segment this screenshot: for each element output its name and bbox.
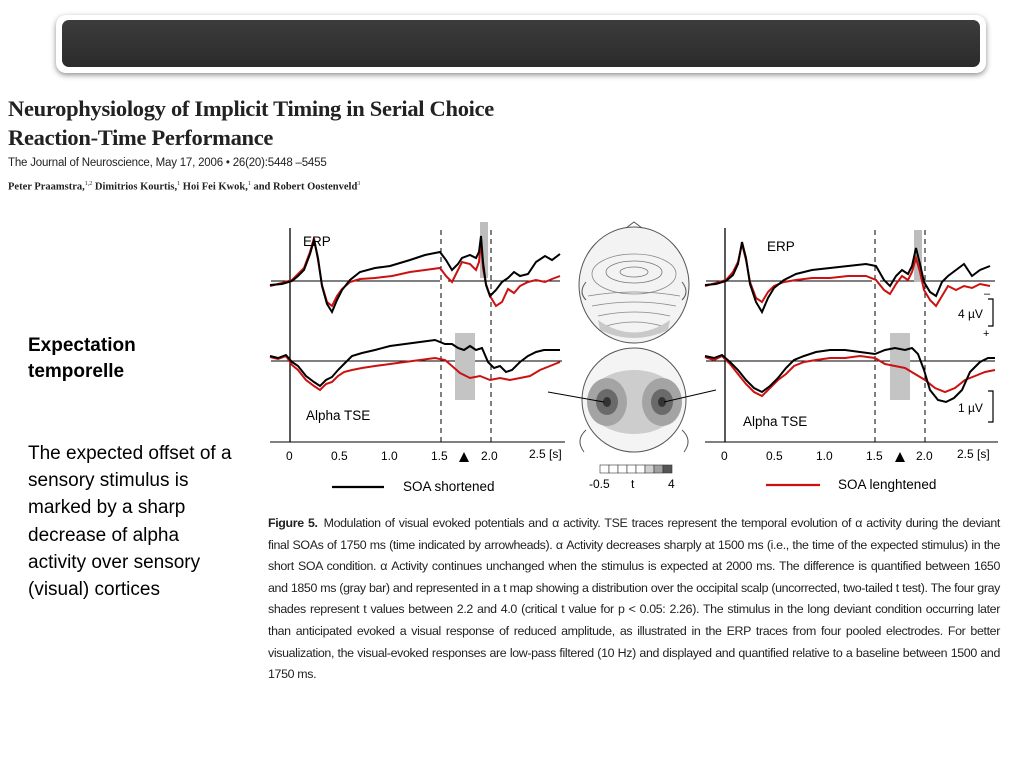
alpha-gray-bar — [455, 333, 475, 400]
right-x-tick: 2.0 — [916, 449, 933, 463]
author-name: and Robert Oostenveld — [250, 181, 358, 193]
alpha-trace-black — [705, 348, 995, 402]
right-arrowhead-icon — [895, 452, 905, 462]
right-x-tick: 0.5 — [766, 449, 783, 463]
left-x-tick: 1.5 — [431, 449, 448, 463]
right-x-tick: 1.5 — [866, 449, 883, 463]
left-alpha-label: Alpha TSE — [306, 408, 371, 423]
side-body-text: The expected offset of a sensory stimulus is marked by a sharp decrease of alpha activity over sensory (visual) cortices — [28, 443, 232, 601]
colorbar-mid-label: t — [631, 477, 635, 491]
erp-scale-label: 4 µV — [958, 307, 983, 321]
left-erp-label: ERP — [303, 234, 331, 249]
alpha-trace-red — [705, 356, 995, 396]
right-x-tick: 2.5 [s] — [957, 447, 990, 461]
left-x-tick: 2.5 [s] — [529, 447, 562, 461]
left-x-tick: 1.0 — [381, 449, 398, 463]
author-affiliation: 1 — [177, 181, 181, 187]
left-x-tick: 0.5 — [331, 449, 348, 463]
left-x-tick: 2.0 — [481, 449, 498, 463]
author-name: Peter Praamstra, — [8, 181, 85, 193]
paper-authors — [8, 181, 360, 193]
author-affiliation: 3 — [357, 181, 361, 187]
paper-title — [8, 94, 494, 152]
figure-5-graphic — [260, 215, 1005, 500]
right-erp-label: ERP — [767, 239, 795, 254]
erp-scale-bar — [988, 299, 993, 326]
left-panel — [270, 222, 565, 494]
legend-label-lengthened: SOA lenghtened — [838, 477, 937, 492]
author-name: Dimitrios Kourtis, — [92, 181, 178, 193]
figure-caption — [268, 513, 1000, 686]
author-affiliation: 1 — [247, 181, 251, 187]
colorbar — [589, 465, 675, 491]
paper-title-line2: Reaction-Time Performance — [8, 125, 274, 150]
alpha-scale-label: 1 µV — [958, 401, 983, 415]
caption-label: Figure 5. — [268, 516, 318, 530]
erp-scale-minus: – — [984, 288, 991, 300]
side-heading: Expectation temporelle — [28, 335, 136, 382]
legend-label-shortened: SOA shortened — [403, 479, 495, 494]
author-name: Hoi Fei Kwok, — [180, 181, 248, 193]
left-arrowhead-icon — [459, 452, 469, 462]
right-x-tick: 0 — [721, 449, 728, 463]
caption-text: Modulation of visual evoked potentials and α activity. TSE traces represent the temporal evolution of α activity during the deviant final SOAs of 1750 ms (time indicated by arrowheads). α Activity decreases sharply at 1500 ms (i.e., the time of the expected stimulus) in the short SOA condition. α Activity continues unchanged when the stimulus is expected at 2000 ms. The difference is quantified between 1650 and 1850 ms (gray bar) and represented in a t map showing a distribution over the occipital scalp (uncorrected, two-tailed t test). The four gray shades represent t values between 2.2 and 4.0 (critical t value for p < 0.05: 2.26). The stimulus in the long deviant condition occurring later than anticipated evoked a visual response of reduced amplitude, as illustrated in the ERP traces from four pooled electrodes. For better visualization, the visual-evoked responses are low-pass filtered (10 Hz) and displayed and quantified relative to a baseline between 1500 and 1750 ms. — [268, 516, 1000, 682]
right-x-tick: 1.0 — [816, 449, 833, 463]
head-map-bottom — [548, 348, 716, 452]
paper-journal-citation: The Journal of Neuroscience, May 17, 2006 • 26(20):5448 –5455 — [8, 157, 327, 169]
right-panel — [705, 228, 998, 492]
slide-header-bar — [56, 15, 986, 73]
colorbar-max-label: 4 — [668, 477, 675, 491]
alpha-scale-bar — [988, 391, 993, 422]
author-affiliation: 1,2 — [84, 181, 93, 187]
erp-scale-plus: + — [983, 328, 990, 340]
colorbar-min-label: -0.5 — [589, 477, 610, 491]
paper-title-line1: Neurophysiology of Implicit Timing in Serial Choice — [8, 96, 494, 121]
slide-header-inner — [62, 20, 980, 67]
left-x-tick: 0 — [286, 449, 293, 463]
head-map-top — [579, 222, 689, 343]
right-alpha-label: Alpha TSE — [743, 414, 808, 429]
